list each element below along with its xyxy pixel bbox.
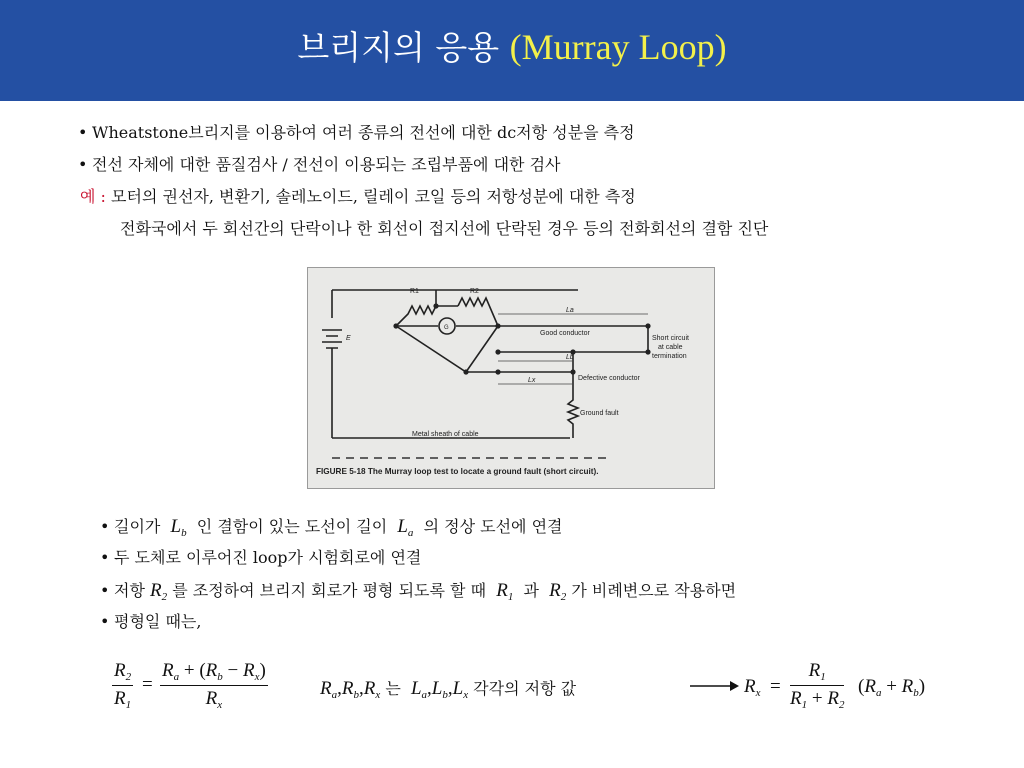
note-1: • 길이가 $L_b$ 인 결함이 있는 도선이 길이 $L_a$ 의 정상 도선에 연결 <box>100 516 563 539</box>
figure-caption: FIGURE 5-18 The Murray loop test to locate a ground fault (short circuit). <box>316 467 599 476</box>
example-line-2-text: 전화국에서 두 회선간의 단락이나 한 회선이 접지선에 단락된 경우 등의 전화회선의 결함 진단 <box>120 219 769 238</box>
eq-is-word: 는 <box>385 679 401 698</box>
symbol-lb: $L_b$ <box>170 516 187 539</box>
symbol-r2: $R_2$ <box>150 580 168 603</box>
battery-symbol <box>322 330 342 348</box>
label-g: G <box>444 325 449 331</box>
symbol-r1: $R_1$ <box>496 580 514 603</box>
resistor-r1 <box>396 306 436 326</box>
intro-bullet-2: • 전선 자체에 대한 품질검사 / 전선이 이용되는 조립부품에 대한 검사 <box>78 155 561 174</box>
label-ground-fault: Ground fault <box>580 410 619 417</box>
eq2-lhs: $R_x$ <box>744 676 761 699</box>
title-english: (Murray Loop) <box>509 27 727 67</box>
label-short-circuit-2: at cable <box>658 344 683 351</box>
note-3-part-c: 과 <box>523 581 539 600</box>
label-r2: R2 <box>470 288 479 295</box>
note-3-part-a: 저항 <box>114 581 145 600</box>
label-defective-conductor: Defective conductor <box>578 375 640 382</box>
arrow-icon <box>690 678 740 694</box>
example-line-2 <box>120 216 768 239</box>
circuit-diagram <box>308 268 714 488</box>
label-lb: Lb <box>566 354 574 361</box>
title-korean: 브리지의 응용 <box>297 28 500 67</box>
note-1-part-c: 의 정상 도선에 연결 <box>423 517 563 536</box>
example-line-1 <box>80 184 636 207</box>
label-short-circuit-1: Short circuit <box>652 335 689 342</box>
eq2-equals: = <box>770 676 781 697</box>
example-label: 예 : <box>80 187 106 206</box>
resistor-r2 <box>458 298 498 326</box>
label-e: E <box>346 335 351 342</box>
bridge-lower-arms <box>396 326 498 372</box>
eq2-parenthesis: $(R_a + R_b)$ <box>858 676 926 699</box>
symbol-r2-b: $R_2$ <box>549 580 567 603</box>
eq1-equals: = <box>142 674 153 695</box>
note-2-text: 두 도체로 이루어진 loop가 시험회로에 연결 <box>114 548 422 567</box>
intro-bullet-1-text: Wheatstone브리지를 이용하여 여러 종류의 전선에 대한 dc저항 성분을 측정 <box>92 123 635 142</box>
note-3-part-b: 를 조정하여 브리지 회로가 평형 되도록 할 때 <box>172 581 487 600</box>
symbol-la: $L_a$ <box>397 516 414 539</box>
note-3-part-d: 가 비례변으로 작용하면 <box>571 581 737 600</box>
label-lx: Lx <box>528 377 536 384</box>
example-line-1-text: 모터의 권선자, 변환기, 솔레노이드, 릴레이 코일 등의 저항성분에 대한 측정 <box>111 187 636 206</box>
intro-bullet-1: • Wheatstone브리지를 이용하여 여러 종류의 전선에 대한 dc저항 성분을 측정 <box>78 123 635 142</box>
ground-fault-resistor <box>568 372 578 438</box>
label-r1: R1 <box>410 288 419 295</box>
note-3: • 저항 $R_2$ 를 조정하여 브리지 회로가 평형 되도록 할 때 $R_1$ 과 $R_2$ 가 비례변으로 작용하면 <box>100 580 737 603</box>
symbol-lalblx: $L_a,L_b,L_x$ <box>410 678 469 701</box>
eq-definitions <box>320 676 576 701</box>
eq1-rhs-fraction: $\frac{R_a + (R_b - R_x)}{R_x}$ <box>162 660 266 711</box>
note-4: • 평형일 때는, <box>100 612 202 631</box>
note-1-part-b: 인 결함이 있는 도선이 길이 <box>196 517 388 536</box>
label-la: La <box>566 307 574 314</box>
eq-each-resistance: 각각의 저항 값 <box>473 679 577 698</box>
eq2-fraction: $\frac{R_1}{R_1 + R_2}$ <box>790 660 845 711</box>
murray-loop-figure <box>307 267 715 489</box>
symbol-rarbrx: $R_a,R_b,R_x$ <box>320 678 381 701</box>
title-bar <box>0 0 1024 101</box>
label-short-circuit-3: termination <box>652 353 687 360</box>
note-2: • 두 도체로 이루어진 loop가 시험회로에 연결 <box>100 548 422 567</box>
note-4-text: 평형일 때는, <box>114 612 202 631</box>
label-good-conductor: Good conductor <box>540 330 590 337</box>
intro-bullet-2-text: 전선 자체에 대한 품질검사 / 전선이 이용되는 조립부품에 대한 검사 <box>92 155 561 174</box>
label-metal-sheath: Metal sheath of cable <box>412 431 479 438</box>
eq1-lhs-fraction: $\frac{R_2}{R_1}$ <box>114 660 132 711</box>
note-1-part-a: 길이가 <box>114 517 161 536</box>
slide-title <box>0 22 1024 69</box>
